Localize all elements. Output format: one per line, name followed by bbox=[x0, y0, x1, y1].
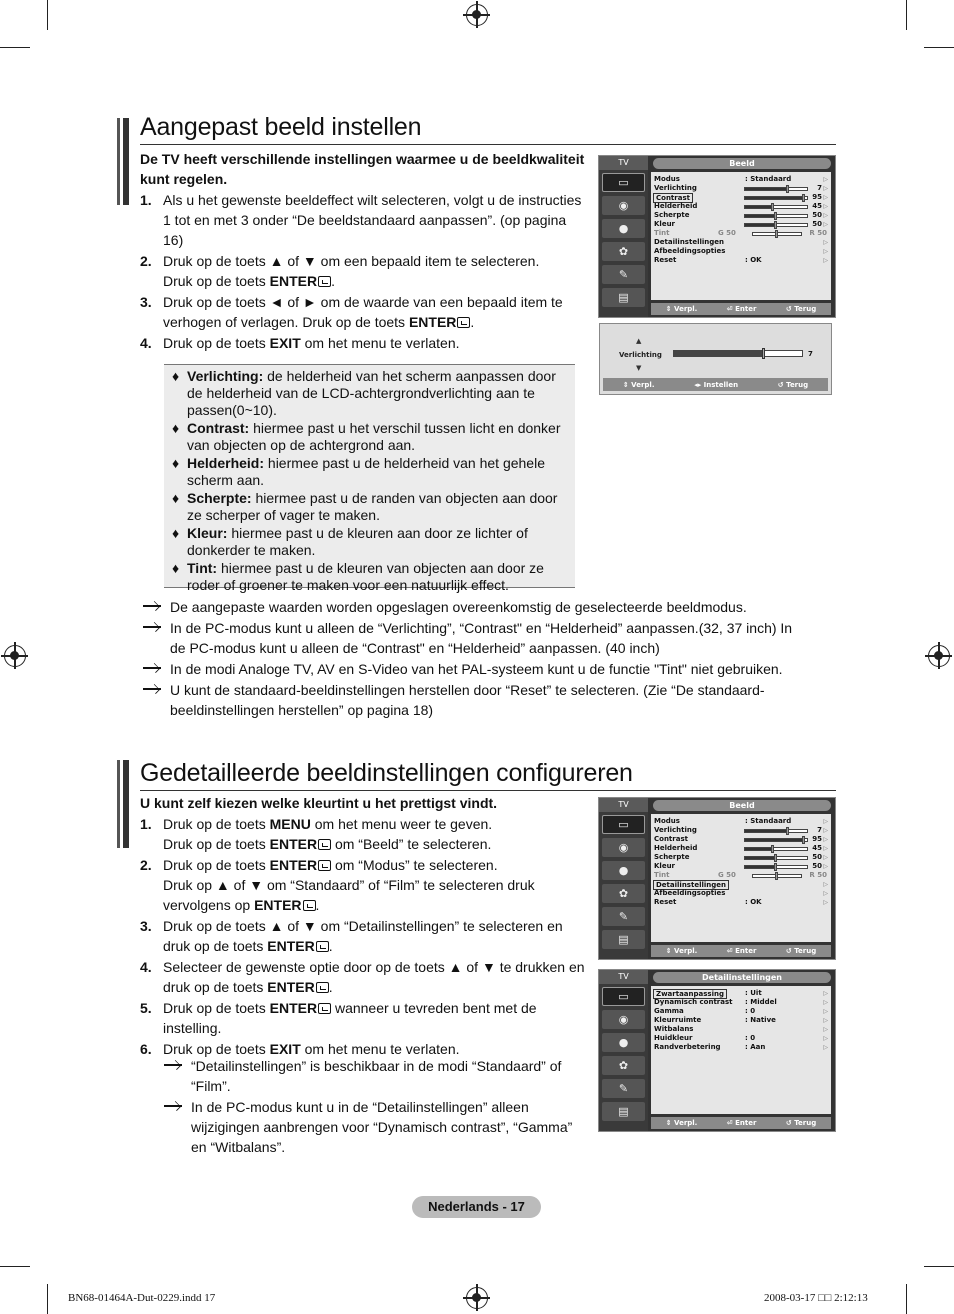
osd-row-arrow-icon: ▷ bbox=[823, 1035, 828, 1042]
osd-footer: ⇕ Verpl. ⏎ Enter ↺ Terug bbox=[651, 1117, 831, 1129]
osd-menu-row[interactable] bbox=[654, 817, 828, 826]
osd-menu-row[interactable] bbox=[654, 247, 828, 256]
osd-row-label: Afbeeldingsopties bbox=[654, 889, 726, 897]
osd-row-number: 95 bbox=[812, 835, 822, 843]
osd-row-arrow-icon: ▷ bbox=[823, 827, 828, 834]
picture-menu-icon: ▭ bbox=[602, 815, 645, 834]
osd-menu-row[interactable] bbox=[654, 1016, 828, 1025]
osd-menu-row[interactable] bbox=[654, 211, 828, 220]
osd-row-arrow-icon: ▷ bbox=[823, 990, 828, 997]
osd-row-label: Detailinstellingen bbox=[654, 238, 724, 246]
sound-menu-icon: ◉ bbox=[602, 838, 645, 857]
osd-row-arrow-icon: ▷ bbox=[823, 836, 828, 843]
osd-row-arrow-icon: ▷ bbox=[823, 221, 828, 228]
osd-row-label: Verlichting bbox=[654, 826, 697, 834]
osd-footer: ⇕ Verpl. ⏎ Enter ↺ Terug bbox=[651, 945, 831, 957]
step-item: 2. Druk op de toets ▲ of ▼ om een bepaald item te selecteren. Druk op de toets ENTER . bbox=[140, 253, 540, 289]
channel-menu-icon: ● bbox=[602, 1033, 645, 1052]
definition-item: ♦ Contrast: hiermee past u het verschil tussen licht en donker van objecten op de achtergrond aan. bbox=[172, 420, 561, 453]
osd-row-number: 50 bbox=[812, 853, 822, 861]
application-menu-icon: ▤ bbox=[602, 930, 645, 949]
osd-level-marker bbox=[771, 845, 774, 853]
osd-row-arrow-icon: ▷ bbox=[823, 818, 828, 825]
osd-row-arrow-icon: ▷ bbox=[823, 1017, 828, 1024]
steps-list bbox=[140, 190, 588, 354]
crop-mark bbox=[47, 0, 48, 30]
step-item: 4. Selecteer de gewenste optie door op de toets ▲ of ▼ te drukken en druk op de toets ENTER . bbox=[140, 959, 585, 995]
input-menu-icon: ✎ bbox=[602, 907, 645, 926]
crop-mark bbox=[0, 47, 30, 48]
note-item: In de PC-modus kunt u alleen de “Verlichting”, “Contrast" en “Helderheid” aanpassen.(32, 37 inch) In de PC-modus kunt u alleen de “Contrast" en “Helderheid” aanpassen. (40 inch) bbox=[141, 618, 821, 658]
sound-menu-icon: ◉ bbox=[602, 1010, 645, 1029]
osd-hint-move: ⇕ Verpl. bbox=[665, 305, 698, 313]
osd-row-value: : Standaard bbox=[745, 817, 792, 825]
picture-menu-icon: ▭ bbox=[602, 173, 645, 192]
definition-item: ♦ Helderheid: hiermee past u de helderheid van het gehele scherm aan. bbox=[172, 455, 545, 488]
osd-row-value: : OK bbox=[745, 898, 762, 906]
sound-menu-icon: ◉ bbox=[602, 196, 645, 215]
osd-level-marker bbox=[771, 203, 774, 211]
osd-menu-row[interactable] bbox=[654, 853, 828, 862]
osd-level-bar bbox=[744, 223, 808, 227]
note-item: In de modi Analoge TV, AV en S-Video van het PAL-systeem kunt u de functie "Tint" niet gebruiken. bbox=[141, 659, 821, 679]
slider-track bbox=[673, 350, 803, 357]
enter-icon bbox=[316, 982, 329, 993]
note-arrow-icon bbox=[141, 659, 170, 679]
enter-icon bbox=[318, 276, 331, 287]
notes-list bbox=[141, 597, 821, 721]
steps-list bbox=[140, 814, 588, 1060]
osd-menu-row[interactable] bbox=[654, 1025, 828, 1034]
note-arrow-icon bbox=[162, 1097, 191, 1157]
definition-item: ♦ Scherpte: hiermee past u de randen van objecten aan door ze scherper of vager te maken. bbox=[172, 490, 558, 523]
osd-footer: ⇕ Verpl. ◂▸ Instellen ↺ Terug bbox=[603, 378, 828, 391]
registration-mark-icon bbox=[4, 645, 26, 667]
slider-thumb bbox=[762, 348, 765, 359]
osd-row-label: Verlichting bbox=[654, 184, 697, 192]
osd-row-label: Modus bbox=[654, 175, 680, 183]
slider-value: 7 bbox=[808, 350, 813, 358]
osd-level-bar bbox=[744, 196, 808, 200]
enter-icon bbox=[318, 839, 331, 850]
osd-level-bar bbox=[744, 187, 808, 191]
osd-row-arrow-icon: ▷ bbox=[823, 257, 828, 264]
osd-row-label: Afbeeldingsopties bbox=[654, 247, 726, 255]
osd-level-marker bbox=[786, 185, 789, 193]
osd-row-arrow-icon: ▷ bbox=[823, 899, 828, 906]
osd-row-arrow-icon: ▷ bbox=[823, 248, 828, 255]
osd-row-value: : 0 bbox=[745, 1034, 756, 1042]
osd-row-number: 50 bbox=[812, 211, 822, 219]
note-item: “Detailinstellingen” is beschikbaar in de modi “Standaard” of “Film”. bbox=[162, 1056, 587, 1096]
osd-menu-row[interactable] bbox=[654, 202, 828, 211]
crop-mark bbox=[924, 47, 954, 48]
channel-menu-icon: ● bbox=[602, 861, 645, 880]
print-date-info: 2008-03-17 □□ 2:12:13 bbox=[764, 1292, 868, 1304]
osd-row-label: Reset bbox=[654, 256, 677, 264]
crop-mark bbox=[924, 1266, 954, 1267]
osd-row-label: Contrast bbox=[654, 835, 688, 843]
osd-row-arrow-icon: ▷ bbox=[823, 1008, 828, 1015]
osd-hint-back: ↺ Terug bbox=[785, 305, 817, 313]
osd-row-value: : Uit bbox=[745, 989, 762, 997]
definition-item: ♦ Kleur: hiermee past u de kleuren aan door ze lichter of donkerder te maken. bbox=[172, 525, 528, 558]
osd-row-arrow-icon: ▷ bbox=[823, 845, 828, 852]
osd-row-arrow-icon: ▷ bbox=[823, 203, 828, 210]
osd-tint-green: G 50 bbox=[718, 871, 736, 879]
osd-row-arrow-icon: ▷ bbox=[823, 863, 828, 870]
picture-menu-icon: ▭ bbox=[602, 987, 645, 1006]
osd-row-arrow-icon: ▷ bbox=[823, 194, 828, 201]
osd-row-label: Huidkleur bbox=[654, 1034, 693, 1042]
osd-header: Beeld bbox=[653, 158, 831, 169]
osd-menu-row[interactable] bbox=[654, 871, 828, 880]
definition-box bbox=[164, 364, 575, 593]
osd-level-marker bbox=[786, 827, 789, 835]
osd-menu-row[interactable] bbox=[654, 844, 828, 853]
osd-row-arrow-icon: ▷ bbox=[823, 1044, 828, 1051]
osd-menu-row[interactable] bbox=[654, 880, 828, 889]
osd-row-value: : Standaard bbox=[745, 175, 792, 183]
osd-menu-row[interactable] bbox=[654, 898, 828, 907]
osd-row-number: 45 bbox=[812, 844, 822, 852]
input-menu-icon: ✎ bbox=[602, 265, 645, 284]
registration-mark-icon bbox=[466, 4, 488, 26]
osd-row-label: Randverbetering bbox=[654, 1043, 721, 1051]
application-menu-icon: ▤ bbox=[602, 1102, 645, 1121]
osd-row-value: : 0 bbox=[745, 1007, 756, 1015]
step-item: 3. Druk op de toets ◄ of ► om de waarde van een bepaald item te verhogen of verlagen. Druk op de toets ENTER . bbox=[140, 294, 563, 330]
osd-level-marker bbox=[775, 872, 778, 880]
step-item: 1. Als u het gewenste beeldeffect wilt selecteren, volgt u de instructies 1 tot en met 3 onder “De beeldstandaard aanpassen”. (op pagina 16) bbox=[140, 192, 582, 248]
osd-row-arrow-icon: ▷ bbox=[823, 185, 828, 192]
osd-menu-row[interactable] bbox=[654, 1034, 828, 1043]
osd-row-label: Kleur bbox=[654, 862, 676, 870]
osd-level-fill bbox=[745, 857, 776, 859]
osd-tv-label: TV bbox=[599, 156, 648, 170]
osd-menu-row[interactable] bbox=[654, 1043, 828, 1052]
osd-menu-row[interactable] bbox=[654, 256, 828, 265]
note-arrow-icon bbox=[141, 618, 170, 658]
osd-row-label: Helderheid bbox=[654, 844, 698, 852]
step-item: 3. Druk op de toets ▲ of ▼ om “Detailinstellingen” te selecteren en druk op de toets ENTER . bbox=[140, 918, 563, 954]
tv-osd-beeld-menu bbox=[598, 155, 836, 318]
osd-row-number: 50 bbox=[812, 220, 822, 228]
osd-row-label: Modus bbox=[654, 817, 680, 825]
note-item: De aangepaste waarden worden opgeslagen overeenkomstig de geselecteerde beeldmodus. bbox=[141, 597, 821, 617]
osd-level-fill bbox=[745, 848, 773, 850]
osd-row-arrow-icon: ▷ bbox=[823, 239, 828, 246]
tv-osd-beeld-menu bbox=[598, 797, 836, 960]
osd-row-label: Tint bbox=[654, 229, 670, 237]
osd-level-bar bbox=[752, 874, 802, 878]
step-item: 4. Druk op de toets EXIT om het menu te verlaten. bbox=[140, 335, 460, 351]
osd-menu-row[interactable] bbox=[654, 862, 828, 871]
note-arrow-icon bbox=[141, 680, 170, 720]
osd-tint-red: R 50 bbox=[809, 871, 827, 879]
osd-row-arrow-icon: ▷ bbox=[823, 212, 828, 219]
osd-row-value: : OK bbox=[745, 256, 762, 264]
osd-row-label: Reset bbox=[654, 898, 677, 906]
osd-menu-row[interactable] bbox=[654, 229, 828, 238]
osd-row-arrow-icon: ▷ bbox=[823, 176, 828, 183]
osd-row-arrow-icon: ▷ bbox=[823, 999, 828, 1006]
osd-level-marker bbox=[774, 863, 777, 871]
osd-level-marker bbox=[774, 854, 777, 862]
osd-row-arrow-icon: ▷ bbox=[823, 890, 828, 897]
osd-menu-row[interactable] bbox=[654, 184, 828, 193]
section-intro: De TV heeft verschillende instellingen waarmee u de beeldkwaliteit kunt regelen. bbox=[140, 151, 585, 187]
osd-row-label: Tint bbox=[654, 871, 670, 879]
tv-osd-slider bbox=[599, 323, 832, 395]
tv-osd-detail-menu bbox=[598, 969, 836, 1132]
osd-menu-panel bbox=[651, 986, 831, 1114]
crop-mark bbox=[47, 1284, 48, 1314]
osd-level-bar bbox=[744, 838, 808, 842]
osd-menu-row[interactable] bbox=[654, 175, 828, 184]
osd-row-number: 95 bbox=[812, 193, 822, 201]
osd-level-fill bbox=[745, 215, 776, 217]
crop-mark bbox=[0, 1266, 30, 1267]
setup-menu-icon: ✿ bbox=[602, 242, 645, 261]
setup-menu-icon: ✿ bbox=[602, 884, 645, 903]
slider-label: Verlichting bbox=[619, 351, 662, 359]
osd-row-label: Helderheid bbox=[654, 202, 698, 210]
enter-icon bbox=[318, 860, 331, 871]
osd-level-fill bbox=[745, 197, 804, 199]
osd-level-marker bbox=[774, 221, 777, 229]
osd-row-label: Contrast bbox=[653, 193, 693, 203]
osd-level-fill bbox=[745, 188, 788, 190]
osd-header: Detailinstellingen bbox=[653, 972, 831, 983]
osd-menu-row[interactable] bbox=[654, 220, 828, 229]
page-number-label: Nederlands - 17 bbox=[412, 1196, 541, 1218]
enter-icon bbox=[318, 1003, 331, 1014]
registration-mark-icon bbox=[928, 645, 950, 667]
osd-tint-green: G 50 bbox=[718, 229, 736, 237]
osd-row-arrow-icon: ▷ bbox=[823, 881, 828, 888]
step-item: 2. Druk op de toets ENTER om “Modus” te selecteren. Druk op ▲ of ▼ om “Standaard” of “Film” te selecteren druk vervolgens op ENTER . bbox=[140, 857, 535, 913]
osd-menu-row[interactable] bbox=[654, 989, 828, 998]
osd-level-bar bbox=[744, 856, 808, 860]
step-item: 5. Druk op de toets ENTER wanneer u tevreden bent met de instelling. bbox=[140, 1000, 537, 1036]
osd-level-marker bbox=[774, 212, 777, 220]
channel-menu-icon: ● bbox=[602, 219, 645, 238]
crop-mark bbox=[906, 1284, 907, 1314]
osd-menu-row[interactable] bbox=[654, 998, 828, 1007]
section-bar-decoration bbox=[117, 118, 131, 205]
osd-row-label: Detailinstellingen bbox=[653, 880, 729, 890]
setup-menu-icon: ✿ bbox=[602, 1056, 645, 1075]
osd-row-label: Scherpte bbox=[654, 853, 690, 861]
osd-tint-red: R 50 bbox=[809, 229, 827, 237]
osd-row-label: Scherpte bbox=[654, 211, 690, 219]
section-title: Gedetailleerde beeldinstellingen configureren bbox=[140, 759, 836, 791]
section-title: Aangepast beeld instellen bbox=[140, 113, 836, 145]
enter-icon bbox=[457, 317, 470, 328]
section-bar-decoration bbox=[117, 760, 131, 848]
osd-level-bar bbox=[744, 829, 808, 833]
osd-level-bar bbox=[744, 214, 808, 218]
osd-level-fill bbox=[745, 206, 773, 208]
osd-row-number: 7 bbox=[817, 826, 822, 834]
osd-level-fill bbox=[745, 866, 776, 868]
osd-level-marker bbox=[802, 836, 805, 844]
osd-level-fill bbox=[745, 830, 788, 832]
osd-row-value: : Aan bbox=[745, 1043, 766, 1051]
osd-row-arrow-icon: ▷ bbox=[823, 854, 828, 861]
enter-icon bbox=[303, 900, 316, 911]
note-arrow-icon bbox=[141, 597, 170, 617]
osd-footer bbox=[651, 303, 831, 315]
osd-menu-panel bbox=[651, 172, 831, 300]
crop-mark bbox=[906, 0, 907, 30]
step-item: 1. Druk op de toets MENU om het menu weer te geven. Druk op de toets ENTER om “Beeld” te selecteren. bbox=[140, 816, 493, 852]
osd-row-number: 45 bbox=[812, 202, 822, 210]
osd-row-value: : Middel bbox=[745, 998, 777, 1006]
input-menu-icon: ✎ bbox=[602, 1079, 645, 1098]
osd-level-bar bbox=[744, 205, 808, 209]
osd-row-label: Witbalans bbox=[654, 1025, 694, 1033]
osd-menu-row[interactable] bbox=[654, 826, 828, 835]
osd-hint-enter: ⏎ Enter bbox=[726, 305, 757, 313]
osd-row-label: Kleurruimte bbox=[654, 1016, 702, 1024]
osd-row-label: Zwartaanpassing bbox=[653, 989, 727, 999]
slider-fill bbox=[674, 351, 764, 356]
note-item: U kunt de standaard-beeldinstellingen herstellen door “Reset” te selecteren. (Zie “De standaard-beeldinstellingen herstellen” op pagina 18) bbox=[141, 680, 821, 720]
osd-level-fill bbox=[745, 224, 776, 226]
osd-row-arrow-icon: ▷ bbox=[823, 1026, 828, 1033]
osd-row-label: Dynamisch contrast bbox=[654, 998, 733, 1006]
registration-mark-icon bbox=[466, 1287, 488, 1309]
osd-row-label: Kleur bbox=[654, 220, 676, 228]
note-item: In de PC-modus kunt u in de “Detailinstellingen” alleen wijzigingen aanbrengen voor “Dynamisch contrast”, “Gamma” en “Witbalans”. bbox=[162, 1097, 587, 1157]
osd-menu-row[interactable] bbox=[654, 1007, 828, 1016]
osd-row-label: Gamma bbox=[654, 1007, 684, 1015]
arrow-down-icon: ▼ bbox=[636, 364, 642, 372]
osd-tv-label: TV bbox=[599, 798, 648, 812]
section-intro: U kunt zelf kiezen welke kleurtint u het prettigst vindt. bbox=[140, 795, 498, 811]
osd-level-marker bbox=[775, 230, 778, 238]
osd-level-bar bbox=[744, 865, 808, 869]
osd-level-bar bbox=[744, 847, 808, 851]
note-arrow-icon bbox=[162, 1056, 191, 1096]
osd-level-bar bbox=[752, 232, 802, 236]
notes-list bbox=[162, 1056, 587, 1158]
osd-header: Beeld bbox=[653, 800, 831, 811]
arrow-up-icon: ▲ bbox=[636, 337, 642, 345]
step-item: 6. Druk op de toets EXIT om het menu te verlaten. bbox=[140, 1041, 460, 1057]
osd-tv-label: TV bbox=[599, 970, 648, 984]
print-file-info: BN68-01464A-Dut-0229.indd 17 bbox=[68, 1292, 216, 1304]
osd-menu-row[interactable] bbox=[654, 193, 828, 202]
definition-item: ♦ Verlichting: de helderheid van het scherm aanpassen door de helderheid van de LCD-achtergrondverlichting aan te passen(0~10). bbox=[172, 368, 556, 418]
osd-row-number: 50 bbox=[812, 862, 822, 870]
osd-row-number: 7 bbox=[817, 184, 822, 192]
osd-level-marker bbox=[802, 194, 805, 202]
osd-menu-row[interactable] bbox=[654, 889, 828, 898]
osd-level-fill bbox=[745, 839, 804, 841]
enter-icon bbox=[316, 941, 329, 952]
definition-item: ♦ Tint: hiermee past u de kleuren van objecten aan door ze roder of groener te maken voor een natuurlijk effect. bbox=[172, 560, 544, 593]
application-menu-icon: ▤ bbox=[602, 288, 645, 307]
osd-menu-row[interactable] bbox=[654, 238, 828, 247]
osd-menu-panel bbox=[651, 814, 831, 942]
osd-menu-row[interactable] bbox=[654, 835, 828, 844]
osd-row-value: : Native bbox=[745, 1016, 776, 1024]
